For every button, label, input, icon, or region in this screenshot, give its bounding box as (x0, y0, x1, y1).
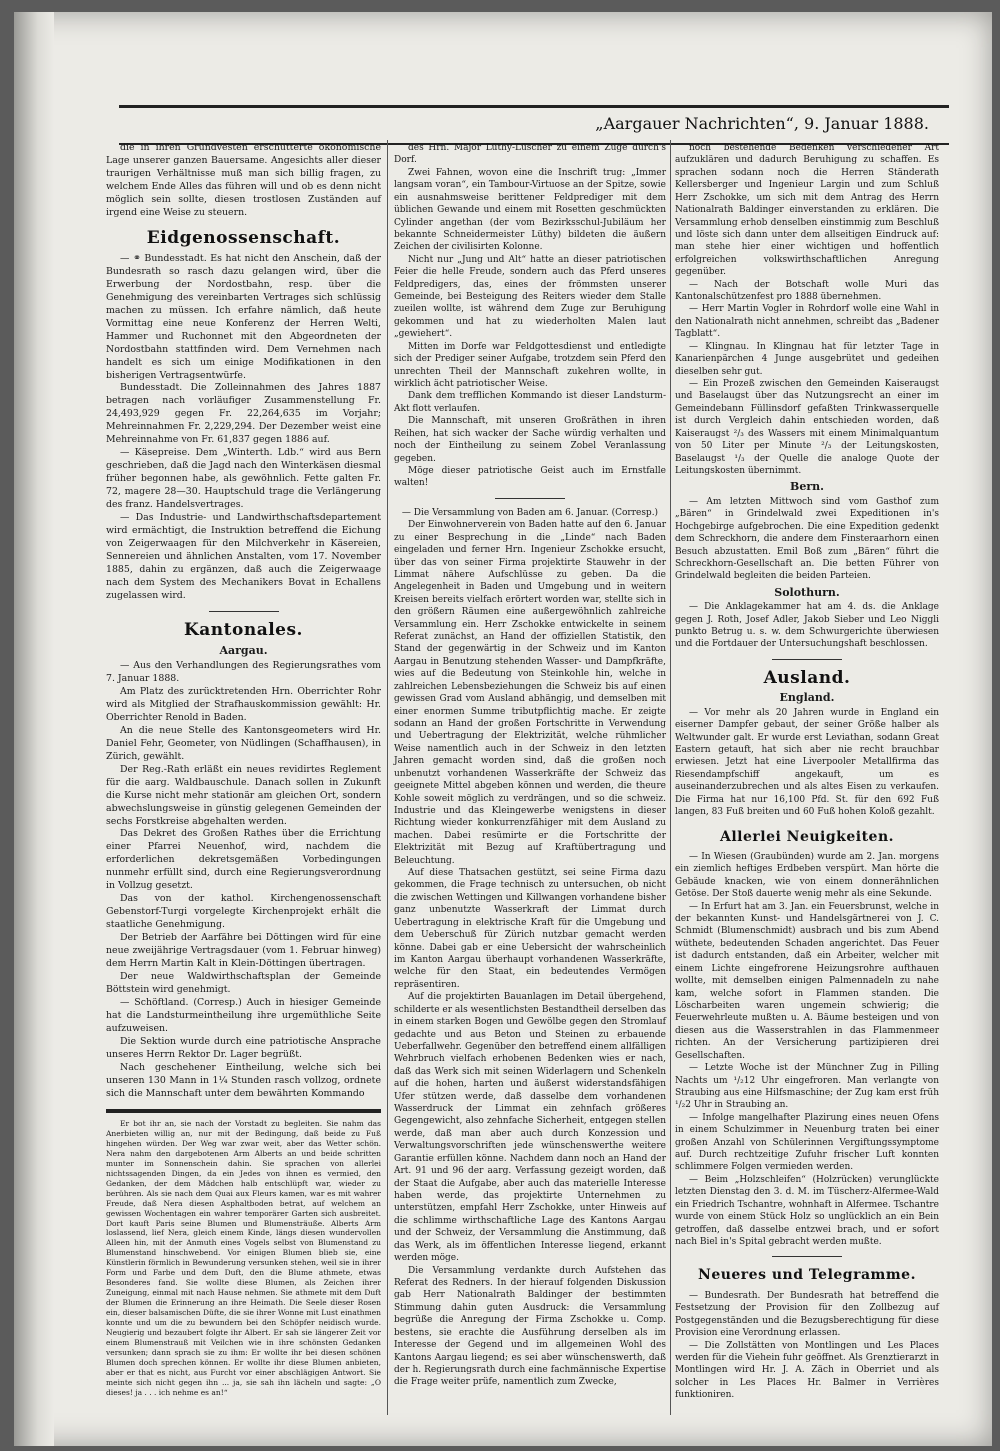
article-text: — Letzte Woche ist der Münchner Zug in Pilling Nachts um ¹/₂12 Uhr eingefroren. Man verlangte von Straubing aus eine Hilfsmaschine; der Zug kam erst früh ¹/₂2 Uhr in Straubing an. (675, 1063, 939, 1111)
article-text: — Am letzten Mittwoch sind vom Gasthof zum „Bären“ in Grindelwald zwei Expeditionen in's Hochgebirge aufgebrochen. Die eine Expedition gedenkt dem Schreckhorn, die andere dem Finsteraarhorn einen Besuch abzustatten. Emil Boß zum „Bären“ führt die Schreckhorn-Gesellschaft an. Die betten Führer von Grindelwald begleiten die beiden Parteien. (675, 496, 939, 582)
article-text: Nach geschehener Eintheilung, welche sich bei unseren 130 Mann in 1¼ Stunden rasch vollzog, ordnete sich die Mannschaft unter dem bewährten Kommando (106, 1061, 381, 1099)
column-3 (675, 142, 939, 1402)
article-text: Auf diese Thatsachen gestützt, sei seine Firma dazu gekommen, die Frage technisch zu untersuchen, ob nicht die zwischen Wettingen und Killwangen vorhandene bisher ganz unbenutzte Wasserkraft der Limmat durch Uebertragung in elektrische Kraft für die Umgebung und dem Ueberschuß für Zürich nutzbar gemacht werden könne. Dabei gab er eine Uebersicht der wahrscheinlich im Kanton Aargau überhaupt vorhandenen Wasserkräfte, welche für den Staat, ein bedeutendes Vermögen repräsentiren. (394, 868, 666, 990)
feuilleton-text: Er bot ihr an, sie nach der Vorstadt zu begleiten. Sie nahm das Anerbieten willig an, nur mit der Bedingung, daß beide zu Fuß hingehen würden. Der Weg war zwar weit, aber das Wetter schön. Nera nahm den dargebotenen Arm Alberts an und beide schritten munter im Sonnenschein dahin. Sie sprachen von allerlei nichtssagenden Dingen, da ein Jedes von ihnen es vermied, den Gedanken, der dem Mädchen halb entschlüpft war, wieder zu berühren. Als sie nach dem Quai aux Fleurs kamen, war es mit wahrer Freude, daß Nera diesen Asphaltboden betrat, auf welchem an gewissen Wochentagen ein wahrer temporärer Garten sich ausbreitet. Dort kauft Paris seine Blumen und Blumensträuße. Alberts Arm loslassend, lief Nera, gleich einem Kinde, längs diesen wundervollen Alleen hin, mit der Anmuth eines Vogels selbst von Blumenstand zu Blumenstand hinschwebend. Vor einigen Blumen blieb sie, eine Künstlerin förmlich in Bewunderung versunken stehen, weil sie in ihrer Form und Farbe und dem Duft, den die Blume athmete, etwas Besonderes fand. Sie wollte diese Blumen, als Zeichen ihrer Zuneigung, einmal mit nach Hause nehmen. Sie athmete mit dem Duft der Blumen die Erinnerung an ihre Heimath. Die Seele dieser Rosen ein, dieser balsamischen Düfte, die sie ihrer Wonne mit Lust einathmen konnte und um die zu bewundern bei den Schöpfer neidisch wurde. Neugierig und bezaubert folgte ihr Albert. Er sah sie längerer Zeit vor einem Blumenstrauß mit Veilchen wie in ihre schönsten Gedanken versunken; dann sprach sie zu ihm: Er wollte ihr bei diesen schönen Blumen doch sprechen können. Er wollte ihr diese Blumen anbieten, aber er that es nicht, aus Furcht vor einer abschlägigen Antwort. Sie meinte sich nicht gegen ihn ... ja, sie sah ihn lächeln und sagte: „O dieses! ja . . . ich nehme es an!“ (106, 1118, 381, 1397)
binding-edge (14, 12, 54, 1446)
article-text: Auf die projektirten Bauanlagen im Detail übergehend, schilderte er als wesentlichsten Bestandtheil derselben das in einem starken Bogen und Gewölbe gegen den Stromlauf gedachte und aus Beton und Steinen zu erbauende Ueberfallwehr. Gegenüber den betreffend einem allfälligen Wehrbruch vielfach erhobenen Bedenken wies er nach, daß das Werk sich mit seinen Widerlagern und Schenkeln auf die hohen, harten und äußerst widerstandsfähigen Ufer stützen werde, daß dasselbe dem vorhandenen Wasserdruck der Limmat ein zehnfach größeres Gegengewicht, also zehnfache Sicherheit, entgegen stellen werde, daß man aber auch durch Konzession und Verwaltungsvorschriften jede wünschenswerthe weitere Garantie erfüllen könne. Nachdem dann noch an Hand der Art. 91 und 96 der aarg. Verfassung gezeigt worden, daß der Staat die Aufgabe, aber auch das materielle Interesse haben werde, das projektirte Unternehmen zu unterstützen, empfahl Herr Zschokke, unter Hinweis auf die schlimme wirthschaftliche Lage des Kantons Aargau und der Schweiz, der Versammlung die Anstimmung, daß das Werk, als im öffentlichen Interesse liegend, erkannt werden möge. (394, 992, 666, 1264)
article-text: — Ein Prozeß zwischen den Gemeinden Kaiseraugst und Baselaugst über das Nutzungsrecht an einer im Gemeindebann Füllinsdorf gefaßten Trinkwasserquelle ist durch Vergleich dahin entschieden worden, daß Kaiseraugst ²/₃ des Wassers mit einem Minimalquantum von 50 Liter per Minute ²/₃ der Leitungskosten, Baselaugst ¹/₃ der Quelle die analoge Quote der Leitungskosten übernimmt. (675, 379, 939, 476)
article-text: Zwei Fahnen, wovon eine die Inschrift trug: „Immer langsam voran“, ein Tambour-Virtuose an der Spitze, sowie ein ausnahmsweise berittener Feldprediger mit dem üblichen Gewande und einem mit Rosetten geschmückten Cylinder angethan (der vom Bezirksschul-Jubiläum her bekannte Schneidermeister Lüthy) bildeten die äußern Zeichen der civilisirten Kolonne. (394, 167, 666, 253)
article-text: Der Einwohnerverein von Baden hatte auf den 6. Januar zu einer Besprechung in die „Linde“ nach Baden eingeladen und ferner Hrn. Ingenieur Zschokke ersucht, über das von seiner Firma projektirte Stauwehr in der Limmat nähere Aufschlüsse zu geben. Da die Angelegenheit in Baden und Umgebung und in weitern Kreisen bereits vielfach erörtert worden war, stellte sich in den größern Räumen eine außergewöhnlich zahlreiche Versammlung ein. Herr Zschokke entwickelte in seinem Referat zunächst, an Hand der offiziellen Statistik, den Stand der gegenwärtig in der Schweiz und im Kanton Aargau in Benutzung stehenden Wasser- und Dampfkräfte, wies auf die Bedeutung von Steinkohle hin, welche in zahlreichen Lebensbeziehungen die Schweiz bis auf einen gewissen Grad vom Ausland abhängig, und demselben mit einer enormen Summe tributpflichtig mache. Er zeigte sodann an Hand der großen Fortschritte in Verwendung und Uebertragung der Elektrizität, welche rühmlicher Weise namentlich auch in der Schweiz in den letzten Jahren gemacht worden sind, daß die großen noch unbenutzt vorhandenen Wasserkräfte der Schweiz das geeignete Mittel abgeben können und werden, die theure Kohle soweit möglich zu verdrängen, und so die schweiz. Industrie und das Kleingewerbe wenigstens in dieser Richtung wieder konkurrenzfähiger mit dem Ausland zu machen. Dabei resümirte er die Fortschritte der Elektrizität mit Bezug auf Kraftübertragung und Beleuchtung. (394, 520, 666, 866)
subheading-bern: Bern. (790, 480, 824, 494)
article-text: — Die Anklagekammer hat am 4. ds. die Anklage gegen J. Roth, Josef Adler, Jakob Sieber und Leo Niggli punkto Betrug u. s. w. dem Schwurgerichte überwiesen und die Fortdauer der Untersuchungshaft beschlossen. (675, 602, 939, 650)
article-text: Der Reg.-Rath erläßt ein neues revidirtes Reglement für die aarg. Waldbauschule. Danach sollen in Zukunft die Kurse nicht mehr stationär am gleichen Ort, sondern abwechslungsweise in günstig gelegenen Gemeinden der sechs Forstkreise abgehalten werden. (106, 763, 381, 827)
article-text: — Aus den Verhandlungen des Regierungsrathes vom 7. Januar 1888. (106, 659, 381, 684)
article-text: Die Versammlung verdankte durch Aufstehen das Referat des Redners. In der hierauf folgenden Diskussion gab Herr Nationalrath Baldinger der bestimmten Stimmung dahin guten Ausdruck: die Versammlung begrüße die Anregung der Firma Zschokke u. Comp. bestens, sie erachte die Ausführung derselben als im Interesse der Gegend und im allgemeinen Wohl des Kantons Aargau liegend; es sei aber wünschenswerth, daß der h. Regierungsrath durch eine fachmännische Expertise die Frage weiter prüfe, namentlich zum Zwecke, (394, 1265, 666, 1388)
article-text: — In Wiesen (Graubünden) wurde am 2. Jan. morgens ein ziemlich heftiges Erdbeben verspürt. Man hörte die Gebäude knacken, wie von einem donnerähnlichen Getöse. Der Stoß dauerte wenig mehr als eine Sekunde. (675, 851, 939, 900)
article-text: Der Betrieb der Aarfähre bei Döttingen wird für eine neue zweijährige Vertragsdauer (vom 1. Februar hinweg) dem Herrn Martin Kalt in Klein-Döttingen übertragen. (106, 932, 381, 970)
article-text: — ⚭ Bundesstadt. Es hat nicht den Anschein, daß der Bundesrath so rasch dazu gelangen wird, über die Erwerbung der Nordostbahn, resp. über die Genehmigung des vereinbarten Vertrages sich schlüssig machen zu müssen. Ich erfahre nämlich, daß heute Vormittag eine neue Konferenz der Herren Welti, Hammer und Ruchonnet mit den Abgeordneten der Nordostbahn stattfinden wird. Dem Vernehmen nach handelt es sich um einige Modifikationen in den bisherigen Vertragsentwürfe. (106, 252, 381, 381)
section-heading-ausland: Ausland. (763, 667, 851, 688)
article-text: Nicht nur „Jung und Alt“ hatte an dieser patriotischen Feier die helle Freude, sondern auch das Pferd unseres Feldpredigers, das, eines der frömmsten unserer Gemeinde, bei Besteigung des Reiters wieder dem Stalle zueilen wollte, ist während dem Zuge zur Beruhigung gekommen und hat zu wiederholten Malen laut „gewiehert“. (394, 254, 666, 340)
section-heading-neueres: Neueres und Telegramme. (698, 1267, 916, 1284)
article-text: Die Mannschaft, mit unseren Großräthen in ihren Reihen, hat sich wacker der Sache würdig verhalten und noch der Eintheilung zu seinem Zobel Veranlassung gegeben. (394, 416, 666, 464)
column-1 (106, 142, 381, 1398)
page-header: „Aargauer Nachrichten“, 9. Januar 1888. (595, 114, 929, 133)
column-2 (394, 142, 666, 1389)
article-text: — Herr Martin Vogler in Rohrdorf wolle eine Wahl in den Nationalrath nicht annehmen, schreibt das „Badener Tagblatt“. (675, 304, 939, 340)
column-rule-1 (387, 140, 388, 1415)
article-text: Bundesstadt. Die Zolleinnahmen des Jahres 1887 betragen nach vorläufiger Zusammenstellung Fr. 24,493,929 gegen Fr. 22,264,635 im Vorjahr; Mehreinnahmen Fr. 2,229,294. Der Dezember weist eine Mehreinnahme von Fr. 61,837 gegen 1886 auf. (106, 382, 381, 446)
article-text: — Bundesrath. Der Bundesrath hat betreffend die Festsetzung der Provision für den Zollbezug auf Postgegenständen und die Bezugsberechtigung für diese Provision eine Verordnung erlassen. (675, 1290, 939, 1339)
article-text: Dank dem trefflichen Kommando ist dieser Landsturm-Akt flott verlaufen. (394, 391, 666, 414)
article-text: — Käsepreise. Dem „Winterth. Ldb.“ wird aus Bern geschrieben, daß die Jagd nach den Winterkäsen diesmal früher begonnen habe, als gewöhnlich. Fette galten Fr. 72, magere 28—30. Hauptschuld trage die Verlängerung des franz. Handelsvertrages. (106, 447, 381, 511)
separator (772, 659, 842, 660)
article-text: — Vor mehr als 20 Jahren wurde in England ein eiserner Dampfer gebaut, der seiner Größe halber als Weltwunder galt. Er wurde erst Leviathan, sodann Great Eastern getauft, hat sich aber nie recht brauchbar erwiesen. Jetzt hat eine Liverpooler Metallfirma das Riesendampfschiff angekauft, um es auseinanderzubrechen und als altes Eisen zu verkaufen. Die Firma hat nur 16,100 Pfd. St. für den 692 Fuß langen, 83 Fuß breiten und 60 Fuß hohen Koloß gezahlt. (675, 707, 939, 818)
article-text: An die neue Stelle des Kantonsgeometers wird Hr. Daniel Fehr, Geometer, von Nüdlingen (Schaffhausen), in Zürich, gewählt. (106, 724, 381, 762)
section-heading-allerlei: Allerlei Neuigkeiten. (719, 828, 895, 845)
article-text: Mitten im Dorfe war Feldgottesdienst und entledigte sich der Prediger seiner Aufgabe, trotzdem sein Pferd den unrechten Theil der Mannschaft zukehren wollte, in wirklich ächt patriotischer Weise. (394, 341, 666, 390)
separator (772, 1256, 842, 1257)
article-text: — In Erfurt hat am 3. Jan. ein Feuersbrunst, welche in der bekannten Kunst- und Handelsgärtnerei von J. C. Schmidt (Blumenschmidt) ausbrach und bis zum Abend wüthete, bedeutenden Schaden angerichtet. Das Feuer ist dadurch entstanden, daß ein Arbeiter, welcher mit einem Lichte eingefrorene Heizungsrohre aufthauen wollte, mit demselben einigen Palmennadeln zu nahe kam, welche sofort in Flammen standen. Die Löscharbeiten waren ungemein schwierig; die Feuerwehrleute mußten u. A. Bäume besteigen und von diesen aus die Wasserstrahlen in das Flammenmeer richten. An der Versicherung partizipieren drei Gesellschaften. (675, 901, 939, 1061)
article-text: — Die Zollstätten von Montlingen und Les Places werden für die Viehein fuhr geöffnet. Als Grenztierarzt in Montlingen wird Hr. J. A. Zäch in Oberriet und als solcher in Les Places Hr. Balmer in Verrières funktioniren. (675, 1340, 939, 1401)
article-text: — Klingnau. In Klingnau hat für letzter Tage in Kanarienpärchen 4 Junge ausgebrütet und gedeihen dieselben sehr gut. (675, 341, 939, 377)
article-text: des Hrn. Major Lüthy-Lüscher zu einem Zuge durch's Dorf. (394, 143, 666, 166)
article-text: — Schöftland. (Corresp.) Auch in hiesiger Gemeinde hat die Landsturmeintheilung ihre urgemüthliche Seite aufzuweisen. (106, 997, 381, 1034)
article-text: Am Platz des zurücktretenden Hrn. Oberrichter Rohr wird als Mitglied der Strafhauskommission gewählt: Hr. Oberrichter Renold in Baden. (106, 685, 381, 723)
column-rule-2 (670, 140, 671, 1415)
article-text: Das von der kathol. Kirchengenossenschaft Gebenstorf-Turgi vorgelegte Kirchenprojekt erhält die staatliche Genehmigung. (106, 893, 381, 931)
section-heading-kantonales: Kantonales. (184, 619, 303, 640)
article-text: — Das Industrie- und Landwirthschaftsdepartement wird ermächtigt, die Instruktion betreffend die Eichung von Zeigerwaagen für den Milchverkehr in Käsereien, Sennereien und ähnlichen Anstalten, vom 17. November 1885, dahin zu ergänzen, daß auch die Zeigerwaage nach dem System des Mechanikers Bovat in Echallens zugelassen wird. (106, 512, 381, 601)
separator (209, 611, 279, 612)
article-title-baden: — Die Versammlung von Baden am 6. Januar. (Corresp.) (401, 507, 659, 518)
article-text: — Beim „Holzschleifen“ (Holzrücken) verunglückte letzten Dienstag den 3. d. M. im Tüscherz-Alfermee-Wald ein Friedrich Tschantre, wohnhaft in Alfermee. Tschantre wurde von einem Stück Holz so unglücklich an ein Bein getroffen, daß dasselbe entzwei brach, und er sofort nach Biel in's Spital gebracht werden mußte. (675, 1174, 939, 1248)
article-text: Die Sektion wurde durch eine patriotische Ansprache unseres Herrn Rektor Dr. Lager begrüßt. (106, 1035, 381, 1060)
subheading-england: England. (779, 691, 835, 705)
article-text: Der neue Waldwirthschaftsplan der Gemeinde Böttstein wird genehmigt. (106, 971, 381, 996)
article-text: Das Dekret des Großen Rathes über die Errichtung einer Pfarrei Neuenhof, wird, nachdem die erforderlichen dekretsgemäßen Vorbedingungen nunmehr erfüllt sind, durch eine Regierungsverordnung in Vollzug gesetzt. (106, 828, 381, 892)
article-text: Möge dieser patriotische Geist auch im Ernstfalle walten! (394, 465, 666, 489)
article-text: noch bestehende Bedenken verschiedener Art aufzuklären und dadurch Beruhigung zu schaffen. Es sprachen sodann noch die Herren Ständerath Kellersberger und Ingenieur Largin und zum Schluß Herr Zschokke, um sich mit dem Antrag des Herrn Nationalrath Baldinger einverstanden zu erklären. Die Versammlung erhob denselben einstimmig zum Beschluß und löste sich dann unter dem allseitigen Eindruck auf: man stehe hier einer wichtigen und hoffentlich erfolgreichen volkswirthschaftlichen Anregung gegenüber. (675, 143, 939, 278)
subheading-aargau: Aargau. (219, 643, 268, 657)
header-rule-top (119, 105, 949, 108)
article-text: — Infolge mangelhafter Plazirung eines neuen Ofens in einem Schulzimmer in Neuenburg traten bei einer großen Anzahl von Schülerinnen Vergiftungssymptome auf. Durch rechtzeitige Zufuhr frischer Luft konnten schlimmere Folgen vermieden werden. (675, 1112, 939, 1173)
article-text: die in ihren Grundvesten erschütterte ökonomische Lage unserer ganzen Bauersame. Angesichts aller dieser traurigen Verhältnisse muß man sich billig fragen, zu welchem Ende Alles das führen will und ob es denn nicht möglich sein sollte, diesen trostlosen Zuständen auf irgend eine Weise zu steuern. (106, 142, 381, 218)
separator (495, 498, 565, 499)
article-text: — Nach der Botschaft wolle Muri das Kantonalschützenfest pro 1888 übernehmen. (675, 279, 939, 303)
subheading-solothurn: Solothurn. (774, 585, 840, 599)
feuilleton-rule (106, 1109, 381, 1113)
section-heading-eidgenossenschaft: Eidgenossenschaft. (146, 227, 341, 248)
